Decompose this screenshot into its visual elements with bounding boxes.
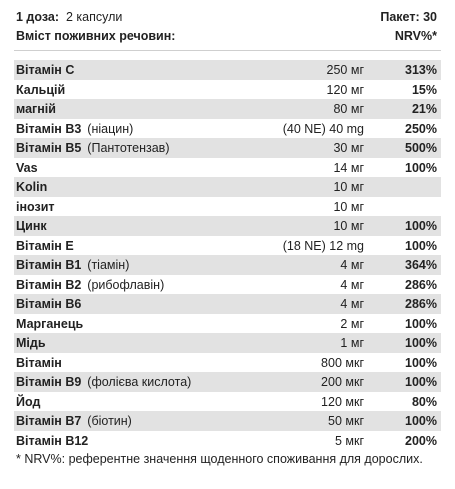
nutrient-amount: 4 мг — [340, 258, 364, 272]
nutrient-name-text: Вітамін C — [16, 63, 75, 77]
nutrient-name — [16, 122, 133, 136]
nutrient-name-text: Кальцій — [16, 82, 66, 97]
footnote: * NRV%: референтне значення щоденного споживання для дорослих. — [16, 452, 423, 466]
nutrient-nrv: 100% — [405, 238, 437, 253]
pack-label: Пакет: 30 — [380, 10, 437, 24]
table-row — [14, 80, 441, 100]
nutrient-amount: 4 мг — [340, 297, 364, 311]
nutrient-name — [16, 356, 68, 370]
table-row — [14, 236, 441, 256]
nutrient-name-text: Вітамін B9 — [16, 375, 82, 389]
nutrient-amount: 30 мг — [333, 141, 364, 155]
table-row — [14, 99, 441, 119]
nutrient-nrv: 80% — [411, 394, 437, 409]
nutrient-name-text: інозит — [16, 199, 55, 214]
nutrient-name-text: Вітамін B6 — [16, 297, 82, 311]
nutrient-name-text: Kolin — [16, 180, 48, 194]
nutrient-amount: 800 мкг — [321, 355, 364, 370]
nutrient-note: (Пантотензав) — [87, 141, 170, 155]
nutrient-nrv: 15% — [411, 82, 437, 97]
nutrient-name — [16, 200, 61, 214]
nutrient-nrv: 250% — [405, 121, 437, 136]
nutrient-amount: 10 мг — [333, 219, 364, 233]
nutrient-nrv: 100% — [405, 219, 437, 233]
nutrient-name — [16, 395, 46, 409]
table-row — [14, 333, 441, 353]
nutrient-name-text: Марганець — [16, 316, 84, 331]
nutrient-nrv: 100% — [405, 414, 437, 428]
nutrient-name-text: Мідь — [16, 336, 46, 350]
nutrient-name-text: Вітамін — [16, 355, 62, 370]
table-row — [14, 275, 441, 295]
nutrient-name-text: Вітамін B3 — [16, 121, 82, 136]
nutrient-name — [16, 336, 52, 350]
header-separator — [14, 50, 441, 51]
nutrient-note: (фолієва кислота) — [87, 375, 192, 389]
table-row — [14, 314, 441, 334]
nutrient-amount: 200 мкг — [321, 375, 364, 389]
table-row — [14, 138, 441, 158]
nutrients-header — [14, 29, 441, 47]
nutrient-nrv: 100% — [405, 316, 437, 331]
nutrient-amount: (40 NE) 40 mg — [282, 121, 364, 136]
table-row — [14, 119, 441, 139]
table-row — [14, 372, 441, 392]
nutrient-note: (біотин) — [87, 414, 132, 428]
dose-value: 2 капсули — [65, 10, 123, 24]
nutrient-amount: 2 мг — [340, 316, 364, 331]
nutrient-note: (рибофлавін) — [87, 277, 165, 292]
nutrient-amount: 4 мг — [340, 277, 364, 292]
nutrient-nrv: 200% — [405, 433, 437, 448]
nutrient-amount: 10 мг — [333, 199, 364, 214]
nutrient-note: (тіамін) — [87, 258, 130, 272]
table-row — [14, 177, 441, 197]
nutrient-nrv: 100% — [405, 160, 437, 175]
nutrient-amount: 80 мг — [333, 102, 364, 116]
table-row — [14, 392, 441, 412]
nutrient-nrv: 364% — [405, 258, 437, 272]
nutrient-name-text: Вітамін B2 — [16, 277, 82, 292]
table-row — [14, 294, 441, 314]
table-row — [14, 411, 441, 431]
nutrient-name-text: Вітамін B12 — [16, 433, 89, 448]
nutrient-name-text: Вітамін B1 — [16, 258, 82, 272]
nutrient-name-text: магній — [16, 102, 56, 116]
table-row — [14, 158, 441, 178]
nutrient-nrv: 100% — [405, 375, 437, 389]
nutrient-amount: (18 NE) 12 mg — [282, 238, 364, 253]
dose-header — [14, 10, 441, 28]
nutrient-nrv: 286% — [405, 297, 437, 311]
nutrient-amount: 14 мг — [333, 160, 364, 175]
table-row — [14, 60, 441, 80]
nutrient-name — [16, 297, 87, 311]
nutrient-name-text: Цинк — [16, 219, 47, 233]
nutrient-name-text: Вітамін B5 — [16, 141, 82, 155]
nutrient-name — [16, 219, 53, 233]
nutrient-name-text: Вітамін E — [16, 238, 74, 253]
nutrient-name — [16, 317, 89, 331]
nutrient-name-text: Йод — [16, 394, 41, 409]
nutrients-label: Вміст поживних речовин: — [16, 29, 176, 43]
nutrient-name — [16, 434, 94, 448]
nutrient-name — [16, 278, 164, 292]
nutrient-amount: 250 мг — [326, 63, 364, 77]
nutrient-name — [16, 180, 53, 194]
table-row — [14, 216, 441, 236]
dose-label: 1 доза: — [16, 10, 59, 24]
nutrient-nrv: 286% — [405, 277, 437, 292]
nutrient-note: (ніацин) — [87, 121, 134, 136]
nutrient-name-text: Vas — [16, 160, 38, 175]
nrv-label: NRV%* — [394, 29, 437, 43]
nutrient-nrv: 100% — [405, 336, 437, 350]
dose-info — [16, 10, 122, 24]
nutrient-name — [16, 102, 62, 116]
nutrient-name — [16, 141, 170, 155]
nutrient-nrv: 100% — [405, 355, 437, 370]
nutrient-amount: 5 мкг — [334, 433, 364, 448]
nutrient-amount: 10 мг — [333, 180, 364, 194]
table-row — [14, 255, 441, 275]
nutrient-amount: 50 мкг — [328, 414, 364, 428]
nutrient-name — [16, 414, 132, 428]
nutrient-name — [16, 258, 129, 272]
table-row — [14, 197, 441, 217]
table-row — [14, 353, 441, 373]
nutrient-amount: 120 мг — [326, 82, 364, 97]
nutrient-name — [16, 83, 71, 97]
nutrient-name — [16, 63, 80, 77]
nutrient-amount: 120 мкг — [321, 394, 364, 409]
nutrient-name-text: Вітамін B7 — [16, 414, 82, 428]
nutrient-name — [16, 161, 44, 175]
nutrient-nrv: 313% — [405, 63, 437, 77]
nutrient-name — [16, 375, 191, 389]
nutrient-nrv: 21% — [411, 102, 437, 116]
table-row — [14, 431, 441, 451]
nutrient-amount: 1 мг — [340, 336, 364, 350]
nutrient-nrv: 500% — [405, 141, 437, 155]
nutrient-name — [16, 239, 80, 253]
